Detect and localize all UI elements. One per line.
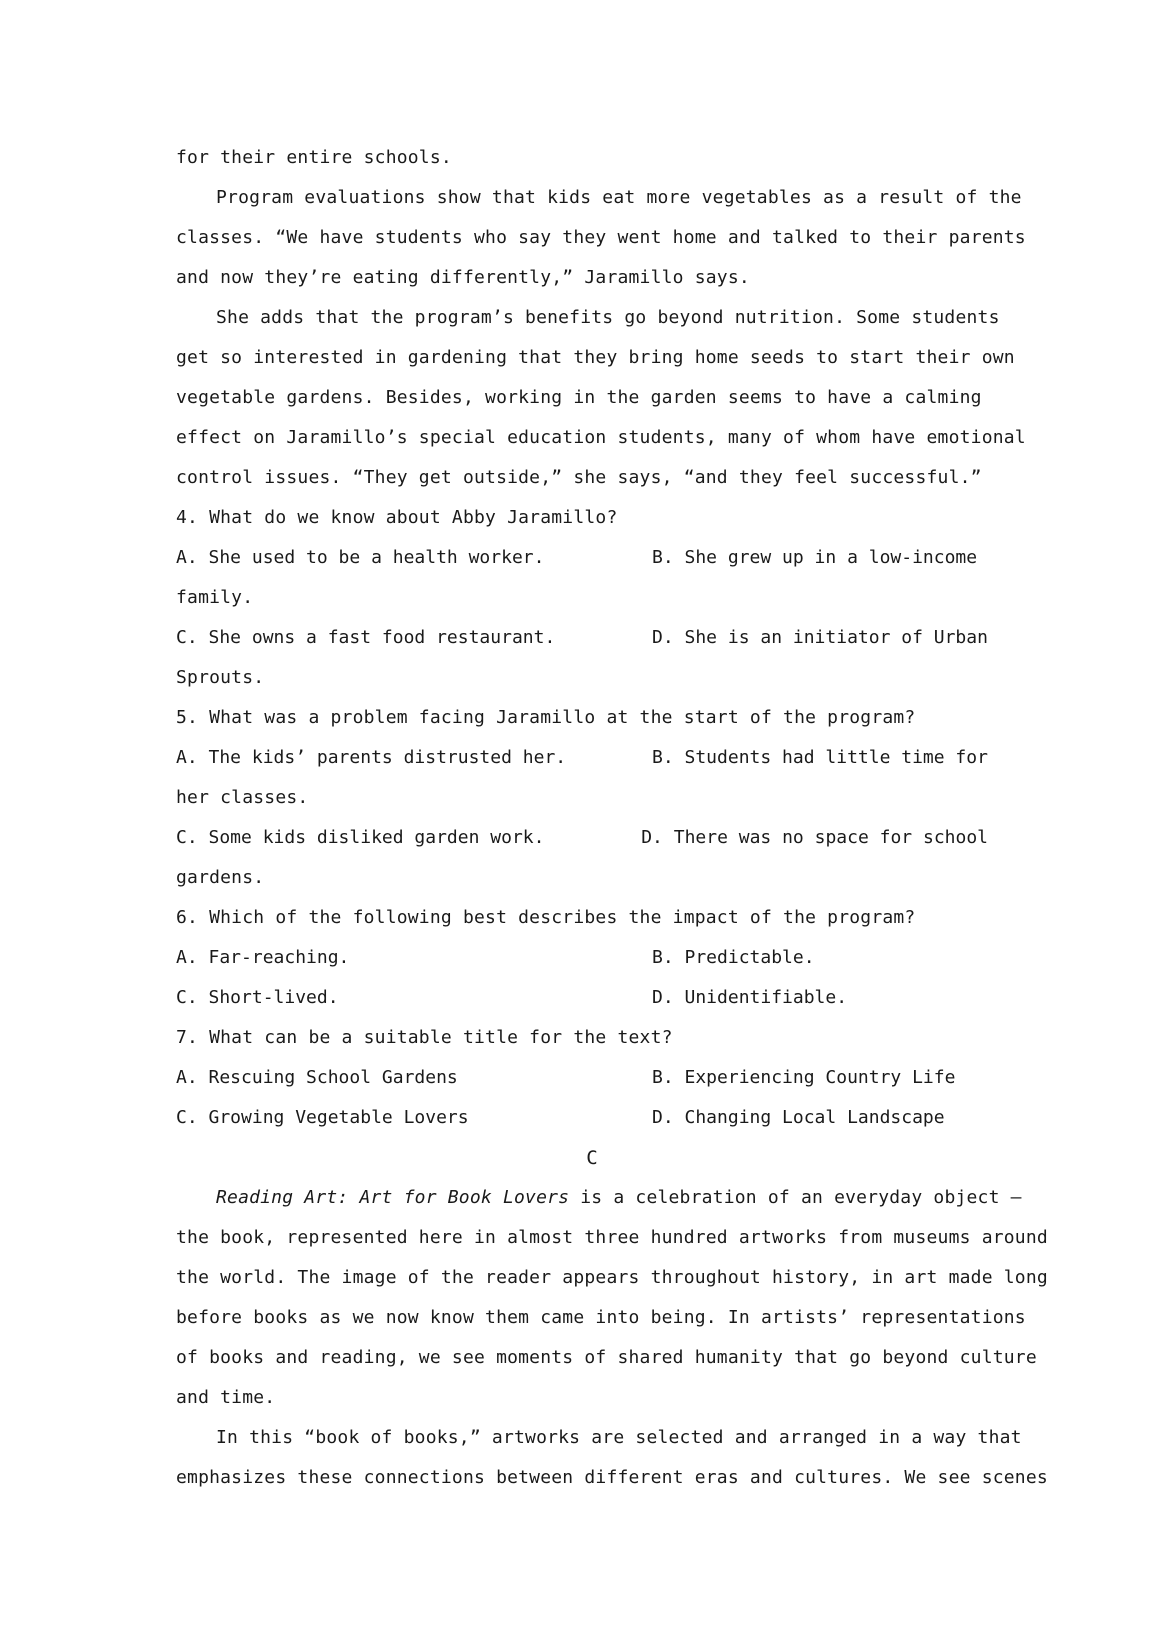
option-d: D. Unidentifiable.	[652, 987, 848, 1008]
option-b: B. She grew up in a low-income	[652, 547, 978, 568]
passage-line: get so interested in gardening that they bring home seeds to start their own	[176, 347, 1015, 368]
question-stem: 7. What can be a suitable title for the text?	[176, 1027, 673, 1048]
question-stem: 5. What was a problem facing Jaramillo at the start of the program?	[176, 707, 916, 728]
option-d: D. There was no space for school	[641, 827, 988, 848]
passage-line: vegetable gardens. Besides, working in the garden seems to have a calming	[176, 387, 982, 408]
option-row	[176, 1058, 988, 1098]
passage-line: the book, represented here in almost three hundred artworks from museums around	[176, 1227, 1048, 1248]
passage-line: classes. “We have students who say they went home and talked to their parents	[176, 227, 1026, 248]
option-wrap: gardens.	[176, 867, 265, 888]
option-b: B. Predictable.	[652, 947, 815, 968]
option-c: C. She owns a fast food restaurant.	[176, 627, 556, 648]
passage-text: is a celebration of an everyday object —	[569, 1187, 1022, 1208]
option-a: A. The kids’ parents distrusted her.	[176, 747, 567, 768]
option-row	[176, 738, 988, 778]
passage-line: Program evaluations show that kids eat more vegetables as a result of the	[216, 187, 1022, 208]
section-heading: C	[586, 1147, 598, 1169]
option-a: A. Rescuing School Gardens	[176, 1067, 458, 1088]
question-stem: 4. What do we know about Abby Jaramillo?	[176, 507, 618, 528]
passage-line: In this “book of books,” artworks are selected and arranged in a way that	[216, 1427, 1022, 1448]
option-row	[176, 818, 988, 858]
option-wrap: her classes.	[176, 787, 309, 808]
option-c: C. Growing Vegetable Lovers	[176, 1107, 469, 1128]
option-row	[176, 938, 988, 978]
option-d: D. Changing Local Landscape	[652, 1107, 945, 1128]
option-a: A. Far-reaching.	[176, 947, 350, 968]
passage-line: She adds that the program’s benefits go beyond nutrition. Some students	[216, 307, 1000, 328]
passage-line: emphasizes these connections between different eras and cultures. We see scenes	[176, 1467, 1048, 1488]
option-row	[176, 1098, 988, 1138]
passage-line: for their entire schools.	[176, 147, 452, 168]
option-wrap: family.	[176, 587, 254, 608]
option-row	[176, 538, 988, 578]
option-row	[176, 618, 988, 658]
option-d: D. She is an initiator of Urban	[652, 627, 988, 648]
passage-line: before books as we now know them came into being. In artists’ representations	[176, 1307, 1026, 1328]
option-c: C. Short-lived.	[176, 987, 339, 1008]
option-row	[176, 978, 988, 1018]
passage-line	[176, 1178, 1022, 1218]
question-stem: 6. Which of the following best describes the impact of the program?	[176, 907, 916, 928]
passage-line: control issues. “They get outside,” she says, “and they feel successful.”	[176, 467, 982, 488]
passage-line: and time.	[176, 1387, 276, 1408]
passage-line: the world. The image of the reader appears throughout history, in art made long	[176, 1267, 1048, 1288]
option-a: A. She used to be a health worker.	[176, 547, 545, 568]
option-wrap: Sprouts.	[176, 667, 265, 688]
passage-line: effect on Jaramillo’s special education students, many of whom have emotional	[176, 427, 1026, 448]
passage-line: and now they’re eating differently,” Jaramillo says.	[176, 267, 750, 288]
passage-line: of books and reading, we see moments of shared humanity that go beyond culture	[176, 1347, 1037, 1368]
option-b: B. Experiencing Country Life	[652, 1067, 956, 1088]
option-c: C. Some kids disliked garden work.	[176, 827, 545, 848]
book-title: Reading Art: Art for Book Lovers	[216, 1187, 570, 1208]
option-b: B. Students had little time for	[652, 747, 988, 768]
document-page	[176, 138, 1048, 1498]
